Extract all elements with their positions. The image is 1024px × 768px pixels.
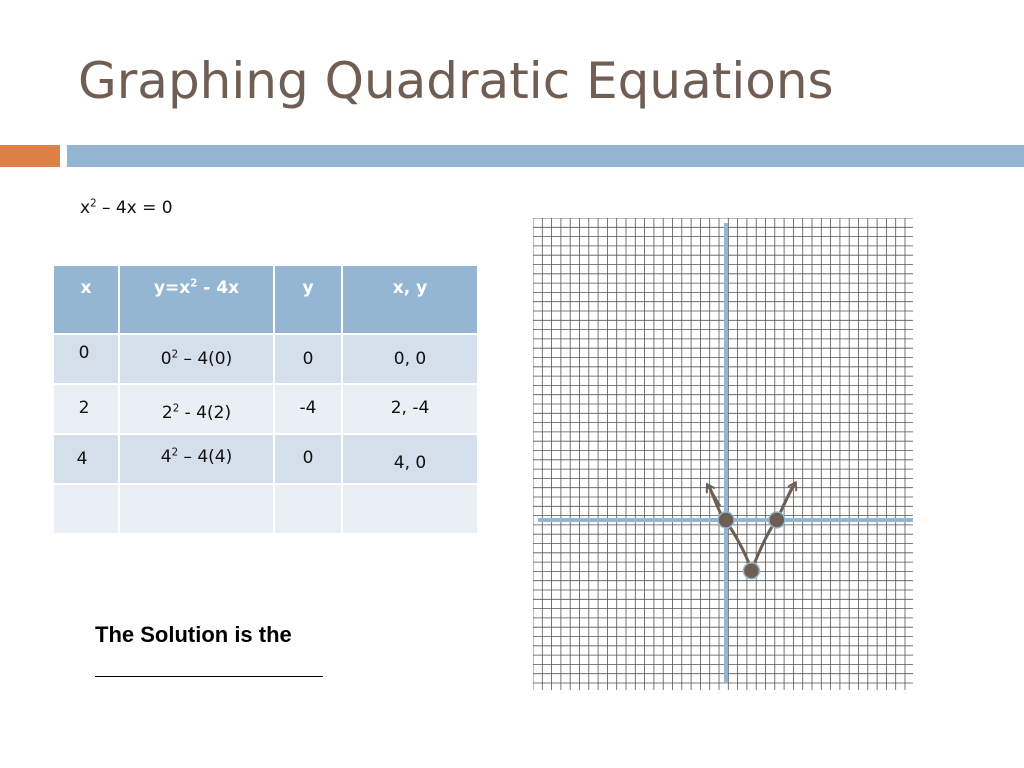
- header-expr-rest: - 4x: [197, 278, 240, 298]
- header-expression: [119, 265, 274, 334]
- cell-x: [53, 484, 119, 534]
- cell-xy: 4, 0: [342, 434, 478, 484]
- cell-y: [274, 484, 342, 534]
- plotted-point: [718, 512, 734, 528]
- header-x: x: [53, 265, 119, 334]
- equation-exponent: 2: [90, 198, 97, 210]
- cell-expression: $0^2 - 4(0)$: [119, 334, 274, 384]
- table-header-row: [53, 265, 478, 334]
- cell-expression: $4^2 - 4(4)$: [119, 434, 274, 484]
- plotted-point: [743, 563, 759, 579]
- cell-xy: 0, 0: [342, 334, 478, 384]
- cell-x: 4: [53, 434, 119, 484]
- accent-bar-blue: [67, 145, 1024, 167]
- values-table: [52, 264, 479, 535]
- header-expr-exp: 2: [190, 278, 198, 290]
- coordinate-grid: [533, 218, 914, 691]
- solution-prompt: The Solution is the: [95, 622, 292, 647]
- cell-xy: 2, -4: [342, 384, 478, 434]
- cell-expression: $2^2 - 4(2)$: [119, 384, 274, 434]
- table-row: [53, 484, 478, 534]
- cell-x: 0: [53, 334, 119, 384]
- header-y: y: [274, 265, 342, 334]
- cell-y: -4: [274, 384, 342, 434]
- cell-xy: [342, 484, 478, 534]
- cell-y: 0: [274, 434, 342, 484]
- table-row: [53, 334, 478, 384]
- parabola-curve: [710, 486, 793, 571]
- cell-y: 0: [274, 334, 342, 384]
- equation-rest: – 4x = 0: [96, 198, 173, 218]
- header-xy: x, y: [342, 265, 478, 334]
- grid-lines: [533, 218, 913, 690]
- table-row: [53, 434, 478, 484]
- plotted-point: [769, 512, 785, 528]
- slide-title: Graphing Quadratic Equations: [78, 52, 834, 110]
- table-row: [53, 384, 478, 434]
- cell-x: 2: [53, 384, 119, 434]
- cell-expression: [119, 484, 274, 534]
- header-expr-base: y=x: [153, 278, 191, 298]
- equation: [80, 198, 173, 218]
- answer-blank-line: [95, 676, 323, 677]
- equation-base: x: [80, 198, 91, 218]
- accent-bar-orange: [0, 145, 60, 167]
